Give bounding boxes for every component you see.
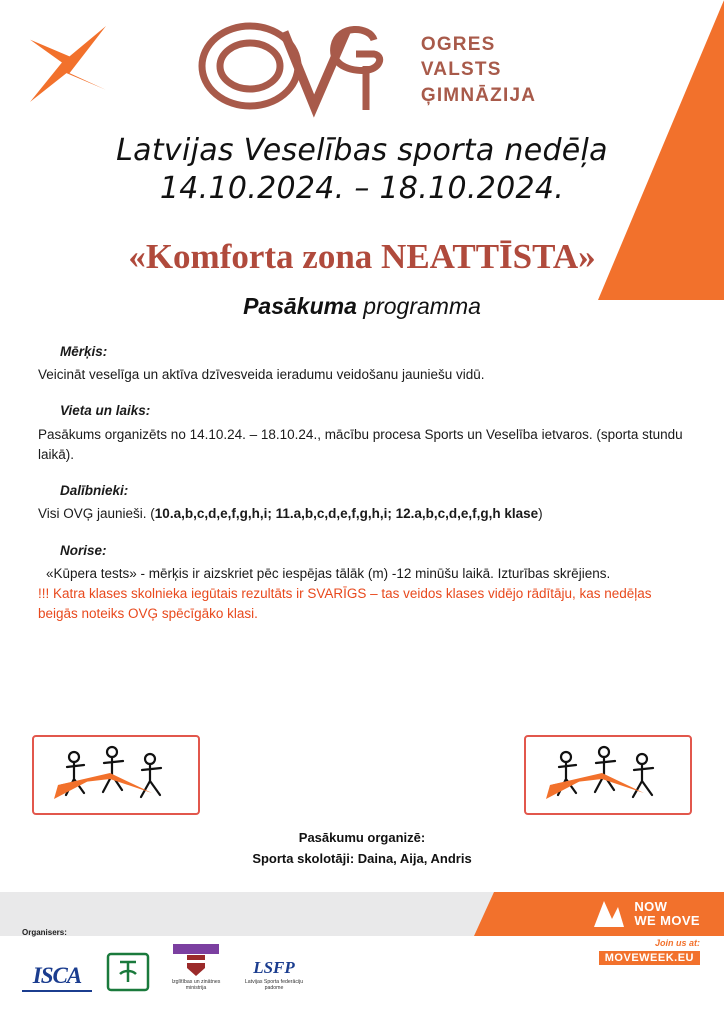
ltsa-shield-icon (106, 952, 150, 992)
section-goal-body: Veicināt veselīga un aktīva dzīvesveida ieradumu veidošanu jauniešu vidū. (38, 367, 485, 383)
lsfp-wordmark: LSFP (253, 958, 295, 977)
now-we-move-line-2: WE MOVE (634, 913, 700, 928)
section-course-body-2: !!! Katra klases skolnieka iegūtais rezultāts ir SVARĪGS – tas veidos klases vidējo rādītāju, kas nedēļas beigās noteiks OVĢ spēcīgāko klasi. (38, 586, 652, 622)
programme-subheadline-bold: Pasākuma (243, 292, 357, 319)
header (0, 0, 724, 126)
section-place-time-heading: Vieta un laiks: (60, 403, 151, 419)
participants-prefix: Visi OVĢ jaunieši. ( (38, 506, 155, 522)
ministry-caption: Izglītības un zinātnes ministrija (171, 979, 221, 991)
organiser-logo-isca (22, 963, 92, 992)
now-we-move-text (634, 900, 700, 928)
programme-subheadline (0, 293, 724, 320)
now-we-move-line-1: NOW (634, 898, 668, 914)
section-goal-heading: Mērķis: (60, 343, 108, 359)
lsfp-caption: Latvijas Sporta federāciju padome (244, 979, 304, 991)
school-name-line-1: OGRES (420, 34, 496, 56)
programme-content (38, 342, 686, 625)
moveweek-domain[interactable]: MOVEWEEK.EU (599, 951, 700, 965)
isca-wordmark: ISCA (32, 962, 82, 988)
participants-suffix: ) (538, 506, 543, 522)
runner-illustrations (0, 735, 724, 815)
section-participants-heading: Dalībnieki: (60, 483, 129, 499)
organizers-names: Sporta skolotāji: Daina, Aija, Andris (252, 850, 472, 866)
runners-icon (34, 737, 198, 813)
section-course-body-1: «Kūpera tests» - mērķis ir aizskriet pēc iespējas tālāk (m) -12 minūšu laikā. Izturības skrējiens. (46, 565, 611, 581)
event-title (0, 132, 724, 209)
join-us-label: Join us at: (654, 938, 700, 948)
slogan-headline: «Komforta zona NEATTĪSTA» (128, 236, 596, 276)
section-participants-body (38, 504, 686, 524)
event-title-dates: 14.10.2024. – 18.10.2024. (159, 171, 565, 207)
organiser-logo-lsfp (242, 958, 306, 992)
footer-grey-band (0, 892, 560, 936)
school-name-line-2: VALSTS (420, 59, 502, 81)
section-course (38, 541, 686, 625)
event-title-line-1: Latvijas Veselības sporta nedēļa (116, 133, 608, 168)
programme-subheadline-italic: programma (356, 292, 481, 319)
now-we-move-logo (592, 892, 700, 936)
organiser-logo-ministry (164, 944, 228, 992)
section-course-heading: Norise: (60, 542, 107, 558)
runners-icon (526, 737, 690, 813)
moveweek-url-block[interactable] (599, 938, 700, 966)
now-we-move-arrow-icon (592, 899, 626, 929)
footer-bar (0, 892, 724, 1024)
section-participants (38, 481, 686, 525)
organizers-label: Pasākumu organizē: (298, 830, 426, 845)
section-place-time-body: Pasākums organizēts no 14.10.24. – 18.10.24., mācību procesa Sports un Veselība ietvaros. (sporta stundu laikā). (38, 426, 683, 462)
school-name-line-3: ĢIMNĀZIJA (420, 84, 537, 106)
participants-classes: 10.a,b,c,d,e,f,g,h,i; 11.a,b,c,d,e,f,g,h,i; 12.a,b,c,d,e,f,g,h klase (154, 506, 539, 522)
organiser-logo-ltsa (106, 952, 150, 992)
organiser-logos (22, 944, 306, 992)
ovg-monogram-logo (188, 14, 403, 126)
school-name (421, 32, 536, 107)
section-goal (38, 342, 686, 386)
runner-illustration-left (32, 735, 200, 815)
organizers-block (0, 828, 724, 870)
ministry-crest-icon (173, 944, 219, 978)
isca-underline (22, 990, 92, 992)
runner-illustration-right (524, 735, 692, 815)
organisers-label: Organisers: (22, 928, 67, 937)
section-place-time (38, 401, 686, 465)
